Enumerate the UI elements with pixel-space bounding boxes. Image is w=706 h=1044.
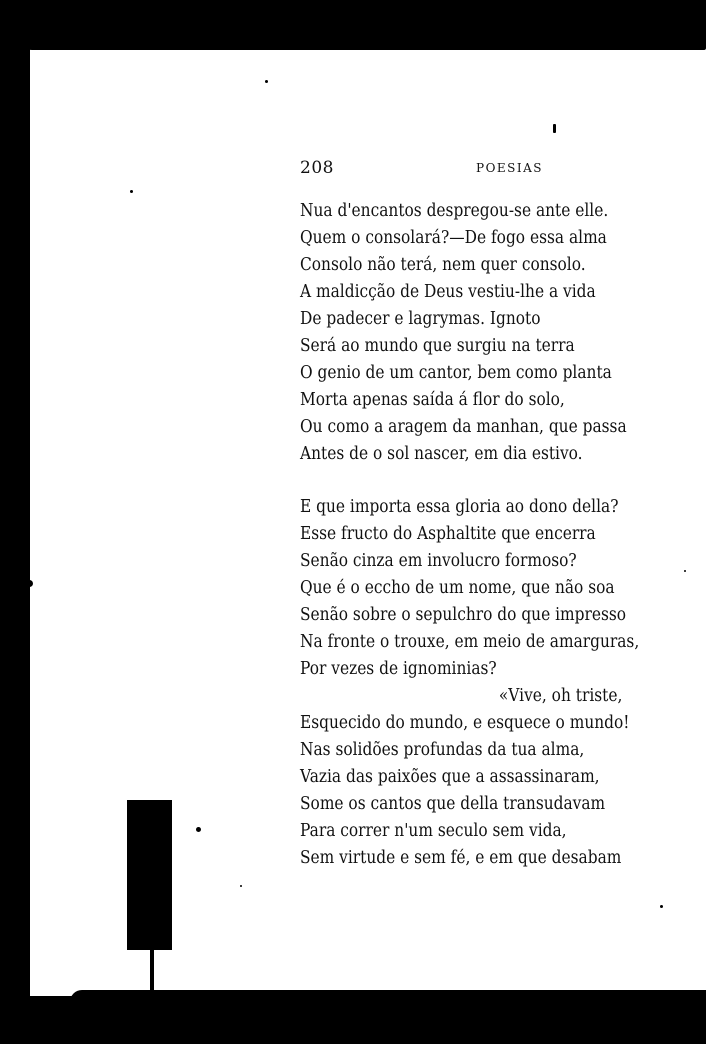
- scan-speck: [240, 885, 242, 887]
- verse-line: Esquecido do mundo, e esquece o mundo!: [300, 713, 630, 733]
- scan-speck: [553, 124, 556, 133]
- verse-line: Por vezes de ignominias?: [300, 659, 497, 679]
- verse-line: Será ao mundo que surgiu na terra: [300, 336, 575, 356]
- scan-speck: [660, 905, 663, 908]
- scan-border-top: [0, 0, 706, 44]
- scan-artifact-notch: [150, 950, 154, 990]
- poem-body: [300, 198, 680, 872]
- scan-speck: [26, 580, 33, 587]
- scan-border-bottom: [0, 996, 706, 1044]
- stanza-break: [300, 468, 680, 494]
- scan-speck: [684, 570, 686, 572]
- scan-speck: [196, 827, 201, 832]
- verse-line: Senão sobre o sepulchro do que impresso: [300, 605, 627, 625]
- verse-line: Morta apenas saída á flor do solo,: [300, 390, 565, 410]
- scan-speck: [265, 80, 268, 83]
- verse-line: Na fronte o trouxe, em meio de amarguras,: [300, 632, 640, 652]
- verse-line: Para correr n'um seculo sem vida,: [300, 821, 567, 841]
- verse-line: De padecer e lagrymas. Ignoto: [300, 309, 541, 329]
- scan-border-bottom-edge: [70, 990, 706, 1002]
- verse-line: Quem o consolará?—De fogo essa alma: [300, 228, 607, 248]
- verse-line: Ou como a aragem da manhan, que passa: [300, 417, 627, 437]
- verse-line: E que importa essa gloria ao dono della?: [300, 497, 619, 517]
- verse-line: Antes de o sol nascer, em dia estivo.: [300, 444, 583, 464]
- running-head: POESIAS: [476, 161, 544, 175]
- verse-line: Some os cantos que della transudavam: [300, 794, 606, 814]
- scan-artifact-bar: [127, 800, 172, 950]
- verse-line: Vazia das paixões que a assassinaram,: [300, 767, 600, 787]
- page-number: 208: [300, 158, 334, 178]
- verse-line: Nas solidões profundas da tua alma,: [300, 740, 585, 760]
- verse-line: O genio de um cantor, bem como planta: [300, 363, 612, 383]
- scan-border-left: [0, 0, 30, 1044]
- verse-line: Sem virtude e sem fé, e em que desabam: [300, 848, 622, 868]
- verse-line: Que é o eccho de um nome, que não soa: [300, 578, 615, 598]
- verse-line: Esse fructo do Asphaltite que encerra: [300, 524, 596, 544]
- verse-line: Senão cinza em involucro formoso?: [300, 551, 577, 571]
- scan-border-top-edge: [22, 40, 706, 50]
- scan-speck: [130, 190, 133, 193]
- verse-line-continuation: «Vive, oh triste,: [498, 686, 623, 706]
- verse-line: A maldicção de Deus vestiu-lhe a vida: [300, 282, 596, 302]
- verse-line: Nua d'encantos despregou-se ante elle.: [300, 201, 609, 221]
- verse-line: Consolo não terá, nem quer consolo.: [300, 255, 586, 275]
